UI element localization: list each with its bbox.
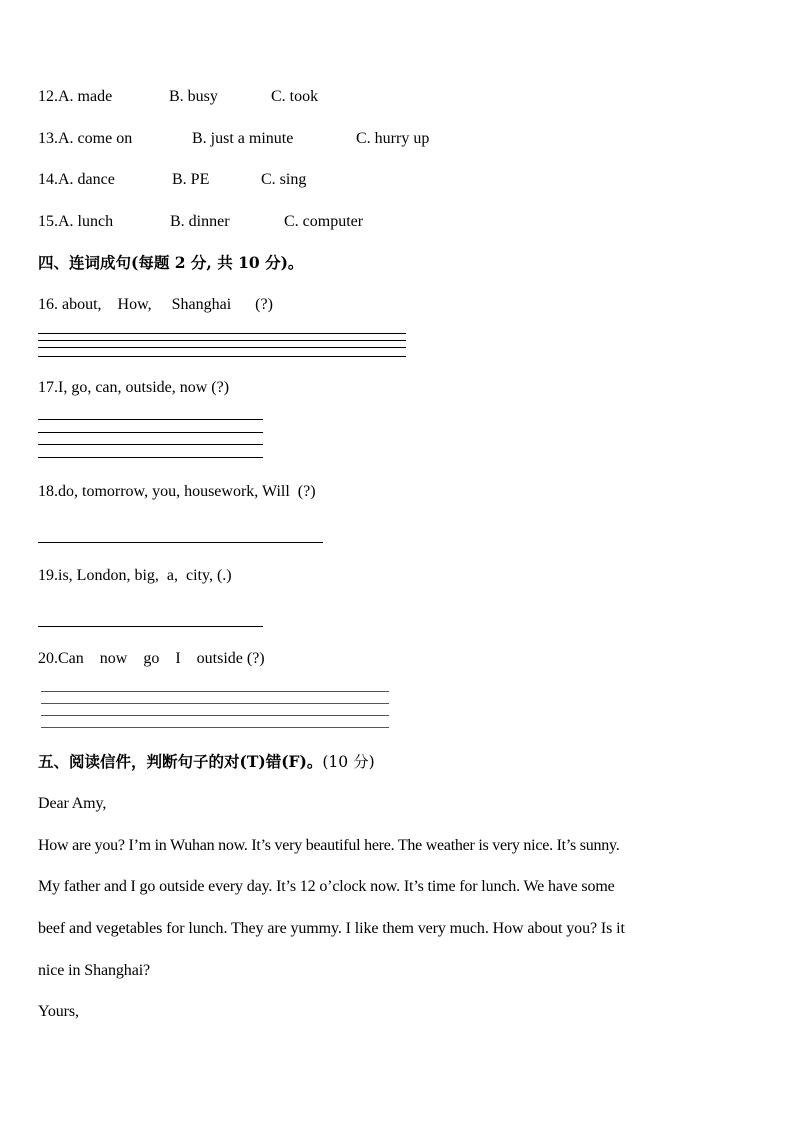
- section5-title-main: 五、阅读信件，判断句子的对(T)错(F)。: [38, 752, 323, 771]
- option-c: C. took: [271, 88, 319, 105]
- option-c: C. sing: [261, 171, 307, 188]
- option-b: B. PE: [172, 171, 210, 188]
- letter-salutation: Dear Amy,: [38, 795, 107, 812]
- question-number: 12.: [38, 88, 58, 105]
- answer-line: [38, 457, 263, 458]
- option-b: B. dinner: [170, 213, 230, 230]
- answer-line: [38, 333, 406, 334]
- answer-line: [41, 727, 389, 728]
- option-c: C. hurry up: [356, 130, 430, 147]
- section5-title: [38, 752, 375, 772]
- answer-line: [41, 715, 389, 716]
- question-number: 15.: [38, 213, 58, 230]
- letter-line-3: beef and vegetables for lunch. They are yummy. I like them very much. How about you? Is it: [38, 920, 625, 937]
- option-a: A. lunch: [58, 213, 114, 230]
- answer-line: [38, 444, 263, 445]
- sentence-item-18: 18.do, tomorrow, you, housework, Will (?): [38, 483, 316, 500]
- answer-line-18: [38, 542, 323, 543]
- option-a: A. made: [58, 88, 113, 105]
- option-b: B. busy: [169, 88, 218, 105]
- sentence-item-17: 17.I, go, can, outside, now (?): [38, 379, 230, 396]
- section4-title: 四、连词成句(每题 2 分, 共 10 分)。: [38, 253, 304, 272]
- sentence-item-19: 19.is, London, big, a, city, (.): [38, 567, 232, 584]
- option-a: A. dance: [58, 171, 115, 188]
- sentence-item-16: 16. about, How, Shanghai (?): [38, 296, 273, 313]
- sentence-item-20: 20.Can now go I outside (?): [38, 650, 265, 667]
- answer-line: [38, 356, 406, 357]
- letter-line-4: nice in Shanghai?: [38, 962, 151, 979]
- answer-line-19: [38, 626, 263, 627]
- letter-closing: Yours,: [38, 1003, 79, 1020]
- option-a: A. come on: [58, 130, 133, 147]
- option-b: B. just a minute: [192, 130, 294, 147]
- answer-line: [38, 340, 406, 341]
- answer-line: [38, 347, 406, 348]
- answer-line: [38, 419, 263, 420]
- question-number: 13.: [38, 130, 58, 147]
- letter-line-1: How are you? I’m in Wuhan now. It’s very beautiful here. The weather is very nice. It’s sunny.: [38, 837, 620, 854]
- section5-title-score: (10 分): [322, 753, 375, 771]
- answer-line: [38, 432, 263, 433]
- letter-line-2: My father and I go outside every day. It’s 12 o’clock now. It’s time for lunch. We have some: [38, 878, 615, 895]
- question-number: 14.: [38, 171, 58, 188]
- answer-line: [41, 703, 389, 704]
- option-c: C. computer: [284, 213, 364, 230]
- answer-line: [41, 691, 389, 692]
